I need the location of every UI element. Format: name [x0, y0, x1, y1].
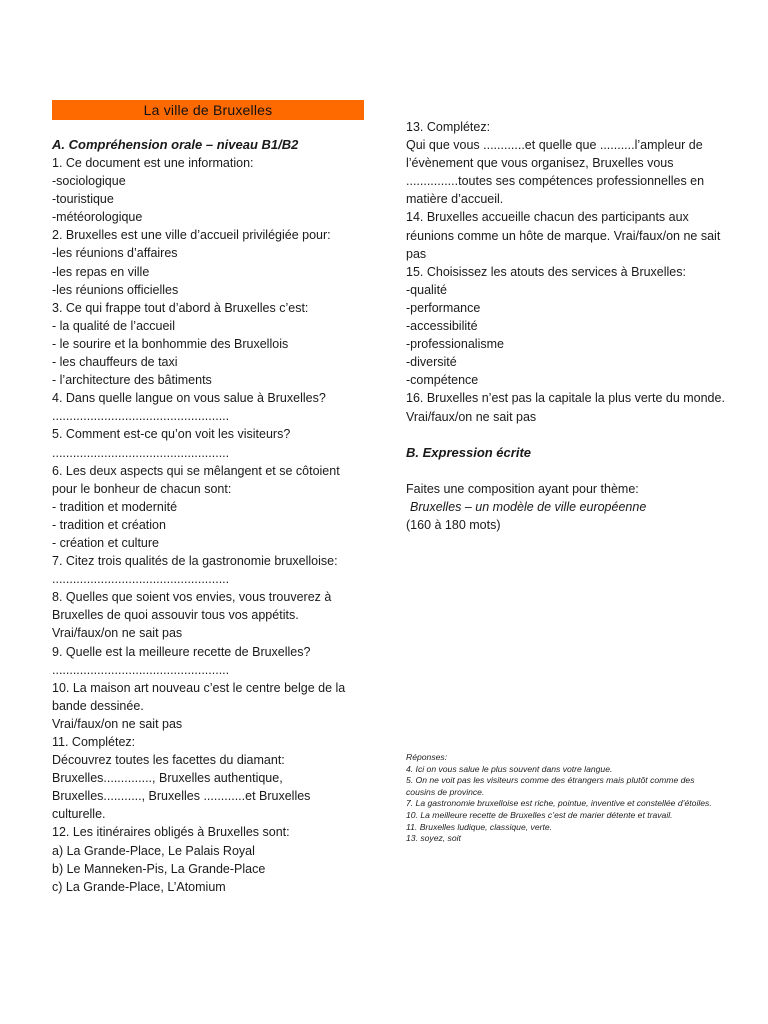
left-column: [52, 100, 364, 896]
answer-blank: ...................................................: [52, 572, 230, 587]
question-line: 14. Bruxelles accueille chacun des participants aux réunions comme un hôte de marque. Vrai/faux/on ne sait pas: [406, 210, 721, 261]
option-line: -compétence: [406, 373, 479, 388]
answer-item: 13. soyez, soit: [406, 833, 461, 844]
question-line: 13. Complétez:: [406, 120, 491, 134]
question-line: 9. Quelle est la meilleure recette de Bruxelles?: [52, 644, 311, 659]
answer-item: 5. On ne voit pas les visiteurs comme des étrangers mais plutôt comme des cousins de province.: [406, 775, 695, 797]
option-line: -performance: [406, 300, 481, 315]
question-line: 12. Les itinéraires obligés à Bruxelles sont:: [52, 825, 290, 840]
question-line: 2. Bruxelles est une ville d’accueil privilégiée pour:: [52, 228, 331, 243]
question-line: 7. Citez trois qualités de la gastronomie bruxelloise:: [52, 554, 338, 569]
option-line: -les réunions d’affaires: [52, 246, 178, 261]
option-line: -qualité: [406, 282, 447, 297]
true-false-line: Vrai/faux/on ne sait pas: [406, 409, 537, 424]
option-line: - l’architecture des bâtiments: [52, 373, 212, 388]
question-line: 8. Quelles que soient vos envies, vous trouverez à Bruxelles de quoi assouvir tous vos appétits.: [52, 590, 332, 623]
spacer: [406, 462, 726, 480]
question-line: 15. Choisissez les atouts des services à Bruxelles:: [406, 264, 686, 279]
question-line: 5. Comment est-ce qu’on voit les visiteurs?: [52, 427, 291, 442]
question-line: 6. Les deux aspects qui se mêlangent et se côtoient pour le bonheur de chacun sont:: [52, 463, 340, 496]
fill-in-line: Bruxelles.............., Bruxelles authentique,: [52, 771, 283, 786]
fill-in-line: Bruxelles..........., Bruxelles ............et Bruxelles culturelle.: [52, 789, 311, 822]
option-line: b) Le Manneken-Pis, La Grande-Place: [52, 861, 266, 876]
option-line: -diversité: [406, 355, 457, 370]
option-line: -professionalisme: [406, 337, 504, 352]
option-line: - tradition et création: [52, 517, 166, 532]
section-a-heading: A. Compréhension orale – niveau B1/B2: [52, 137, 299, 152]
answer-blank: ...................................................: [52, 662, 230, 677]
option-line: - tradition et modernité: [52, 499, 178, 514]
spacer: [406, 426, 726, 444]
question-line: 4. Dans quelle langue on vous salue à Bruxelles?: [52, 391, 326, 406]
expression-intro: Faites une composition ayant pour thème:: [406, 481, 639, 496]
answer-item: 10. La meilleure recette de Bruxelles c’est de marier détente et travail.: [406, 809, 673, 820]
question-line: 1. Ce document est une information:: [52, 156, 254, 170]
true-false-line: Vrai/faux/on ne sait pas: [52, 626, 183, 641]
fill-in-paragraph: Qui que vous ............et quelle que ..........l’ampleur de l’évènement que vous organisez, Bruxelles vous ...............toutes ses compétences professionnelles en matière d’accueil.: [406, 138, 705, 207]
question-line: 16. Bruxelles n’est pas la capitale la plus verte du monde.: [406, 391, 725, 406]
answers-heading: Réponses:: [406, 752, 448, 762]
answer-blank: ...................................................: [52, 445, 230, 460]
option-line: - les chauffeurs de taxi: [52, 355, 178, 370]
section-b-heading: B. Expression écrite: [406, 444, 531, 460]
option-line: -les réunions officielles: [52, 282, 179, 297]
fill-in-line: Découvrez toutes les facettes du diamant:: [52, 753, 285, 768]
option-line: -accessibilité: [406, 319, 478, 334]
option-line: c) La Grande-Place, L’Atomium: [52, 879, 226, 894]
option-line: -sociologique: [52, 174, 126, 189]
answers-block: [406, 752, 726, 845]
answer-item: 11. Bruxelles ludique, classique, verte.: [406, 821, 553, 832]
question-line: 10. La maison art nouveau c’est le centre belge de la bande dessinée.: [52, 680, 346, 713]
question-line: 11. Complétez:: [52, 735, 136, 749]
option-line: - la qualité de l’accueil: [52, 318, 175, 333]
option-line: - le sourire et la bonhommie des Bruxellois: [52, 336, 289, 351]
answer-item: 7. La gastronomie bruxelloise est riche, pointue, inventive et constellée d’étoiles.: [406, 798, 712, 809]
true-false-line: Vrai/faux/on ne sait pas: [52, 716, 183, 731]
option-line: -météorologique: [52, 210, 143, 225]
question-list-left: [52, 154, 364, 896]
right-column: [406, 118, 726, 534]
option-line: a) La Grande-Place, Le Palais Royal: [52, 843, 255, 858]
question-line: 3. Ce qui frappe tout d’abord à Bruxelles c’est:: [52, 300, 309, 315]
answer-blank: ...................................................: [52, 409, 230, 424]
option-line: -les repas en ville: [52, 264, 150, 279]
option-line: -touristique: [52, 192, 114, 207]
answer-item: 4. Ici on vous salue le plus souvent dans votre langue.: [406, 763, 613, 774]
document-title: La ville de Bruxelles: [52, 100, 364, 120]
expression-length: (160 à 180 mots): [406, 517, 501, 532]
option-line: - création et culture: [52, 535, 159, 550]
expression-theme: Bruxelles – un modèle de ville européenne: [410, 499, 647, 514]
